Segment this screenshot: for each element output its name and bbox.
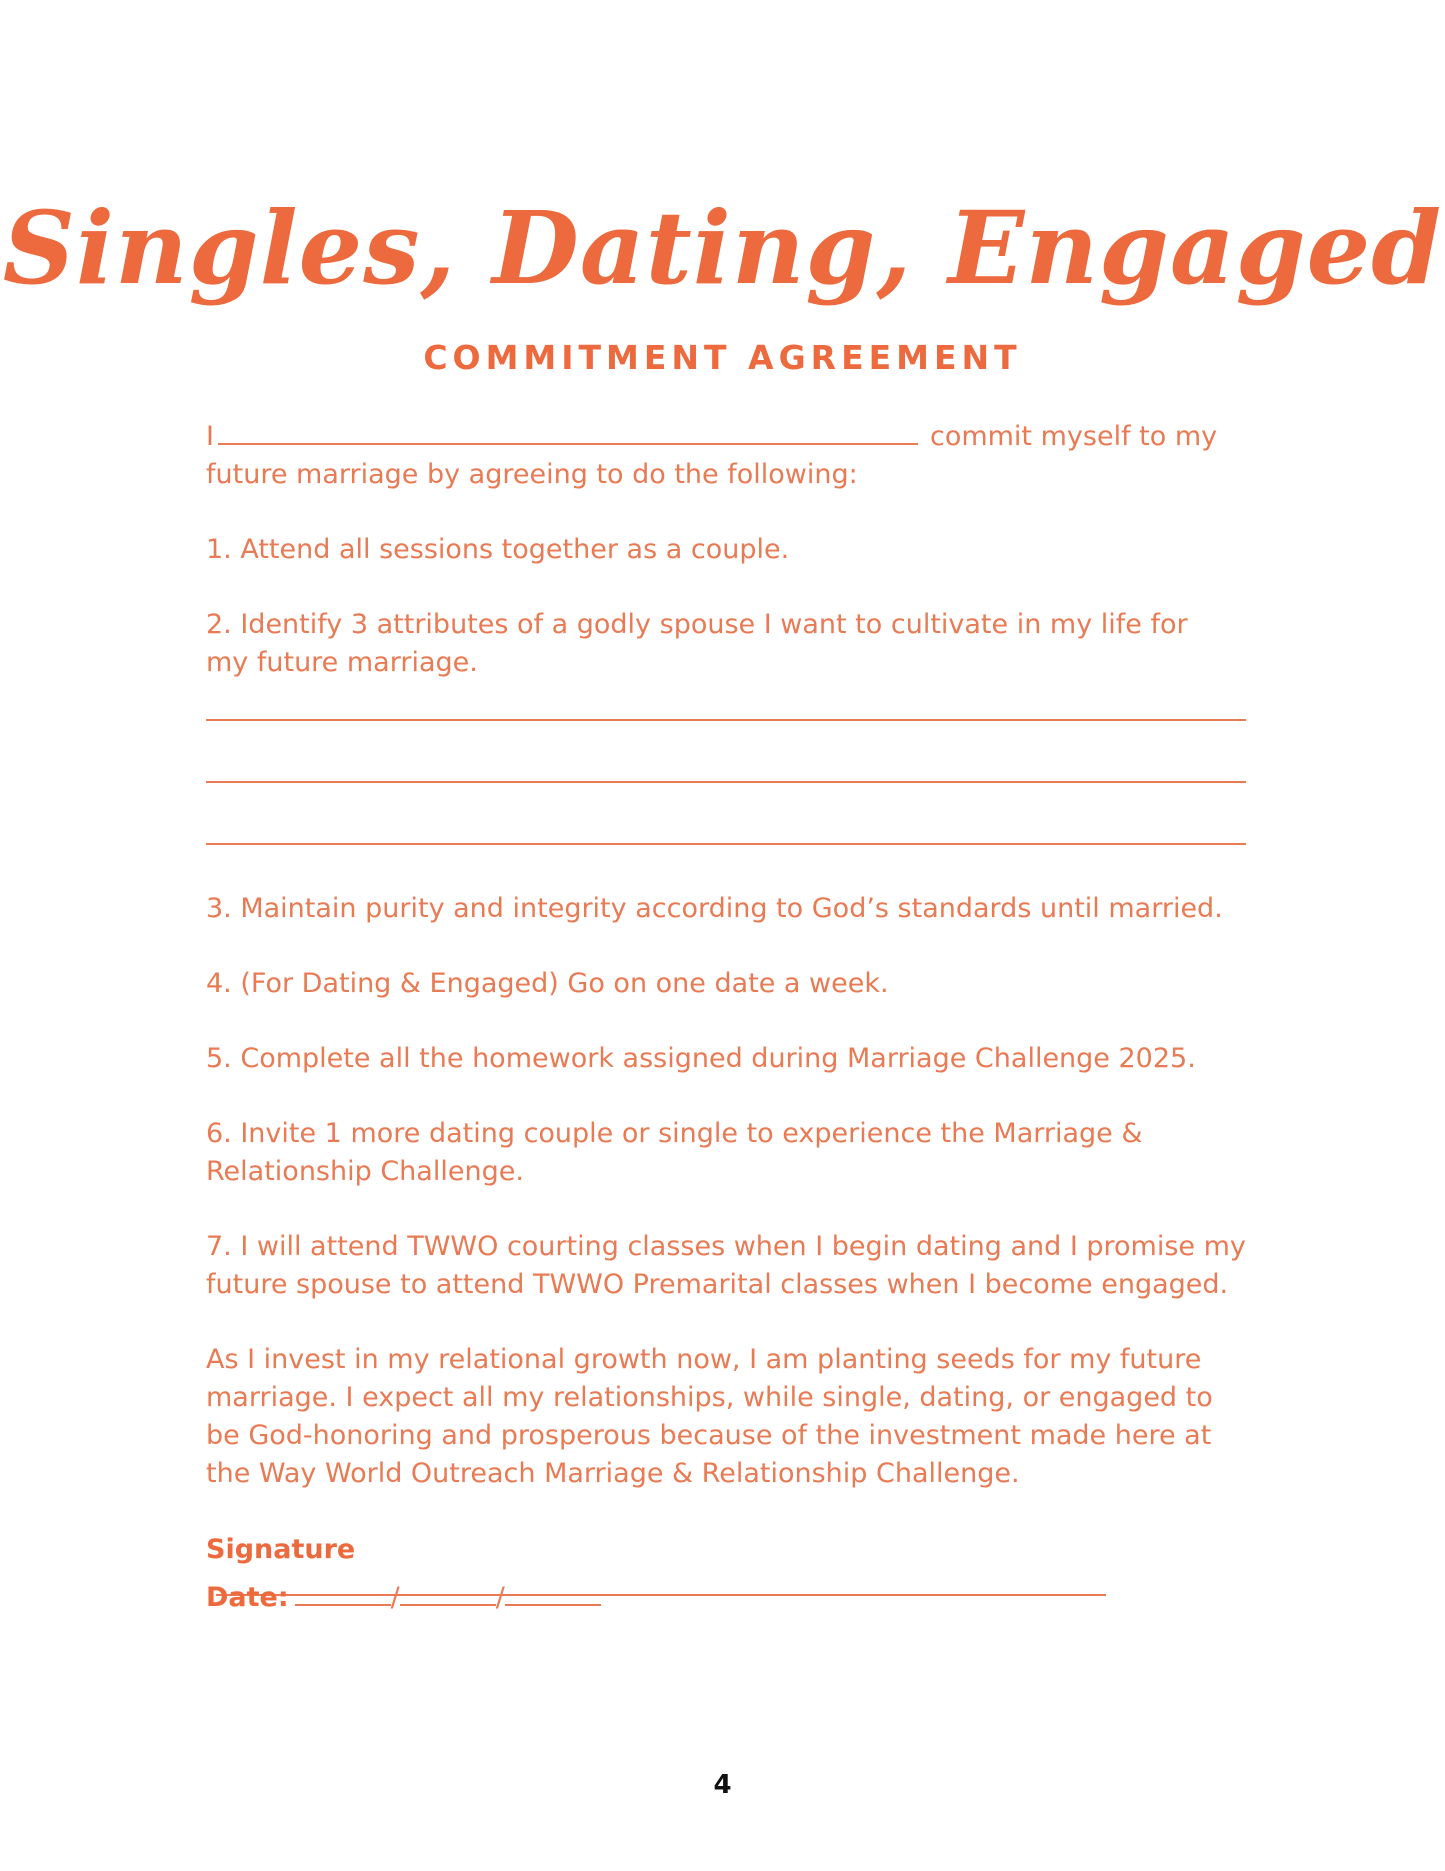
intro-prefix: I xyxy=(206,421,214,452)
intro-suffix: commit myself to my xyxy=(929,421,1218,452)
item-2: 2. Identify 3 attributes of a godly spouse I want to cultivate in my life for my future marriage. xyxy=(206,609,1188,678)
name-blank-line[interactable] xyxy=(218,419,918,445)
item-4: 4. (For Dating & Engaged) Go on one date a week. xyxy=(206,968,889,999)
script-title: Singles, Dating, Engaged xyxy=(2,189,1443,307)
page-number: 4 xyxy=(713,1770,732,1800)
intro-paragraph xyxy=(206,418,1246,494)
date-separator-2: / xyxy=(495,1582,505,1613)
date-row xyxy=(206,1579,1246,1617)
item-6: 6. Invite 1 more dating couple or single to experience the Marriage & Relationship Challenge. xyxy=(206,1118,1143,1187)
intro-line2: future marriage by agreeing to do the following: xyxy=(206,459,858,490)
attribute-line-1[interactable] xyxy=(206,719,1246,721)
item-3: 3. Maintain purity and integrity according to God’s standards until married. xyxy=(206,893,1223,924)
item-7: 7. I will attend TWWO courting classes when I begin dating and I promise my future spouse to attend TWWO Premarital classes when I become engaged. xyxy=(206,1231,1246,1300)
signature-label: Signature xyxy=(206,1534,356,1565)
attribute-line-2[interactable] xyxy=(206,781,1246,783)
date-separator-1: / xyxy=(390,1582,400,1613)
subtitle: COMMITMENT AGREEMENT xyxy=(423,338,1022,377)
item-1: 1. Attend all sessions together as a couple. xyxy=(206,534,790,565)
date-day-line[interactable] xyxy=(400,1582,496,1606)
item-5: 5. Complete all the homework assigned during Marriage Challenge 2025. xyxy=(206,1043,1196,1074)
attribute-line-3[interactable] xyxy=(206,843,1246,845)
closing-paragraph: As I invest in my relational growth now, I am planting seeds for my future marriage. I expect all my relationships, while single, dating, or engaged to be God-honoring and prosperous because of the investment made here at the Way World Outreach Marriage & Relationship Challenge. xyxy=(206,1344,1213,1489)
date-year-line[interactable] xyxy=(505,1582,601,1606)
date-label: Date: xyxy=(206,1582,289,1613)
date-month-line[interactable] xyxy=(295,1582,391,1606)
